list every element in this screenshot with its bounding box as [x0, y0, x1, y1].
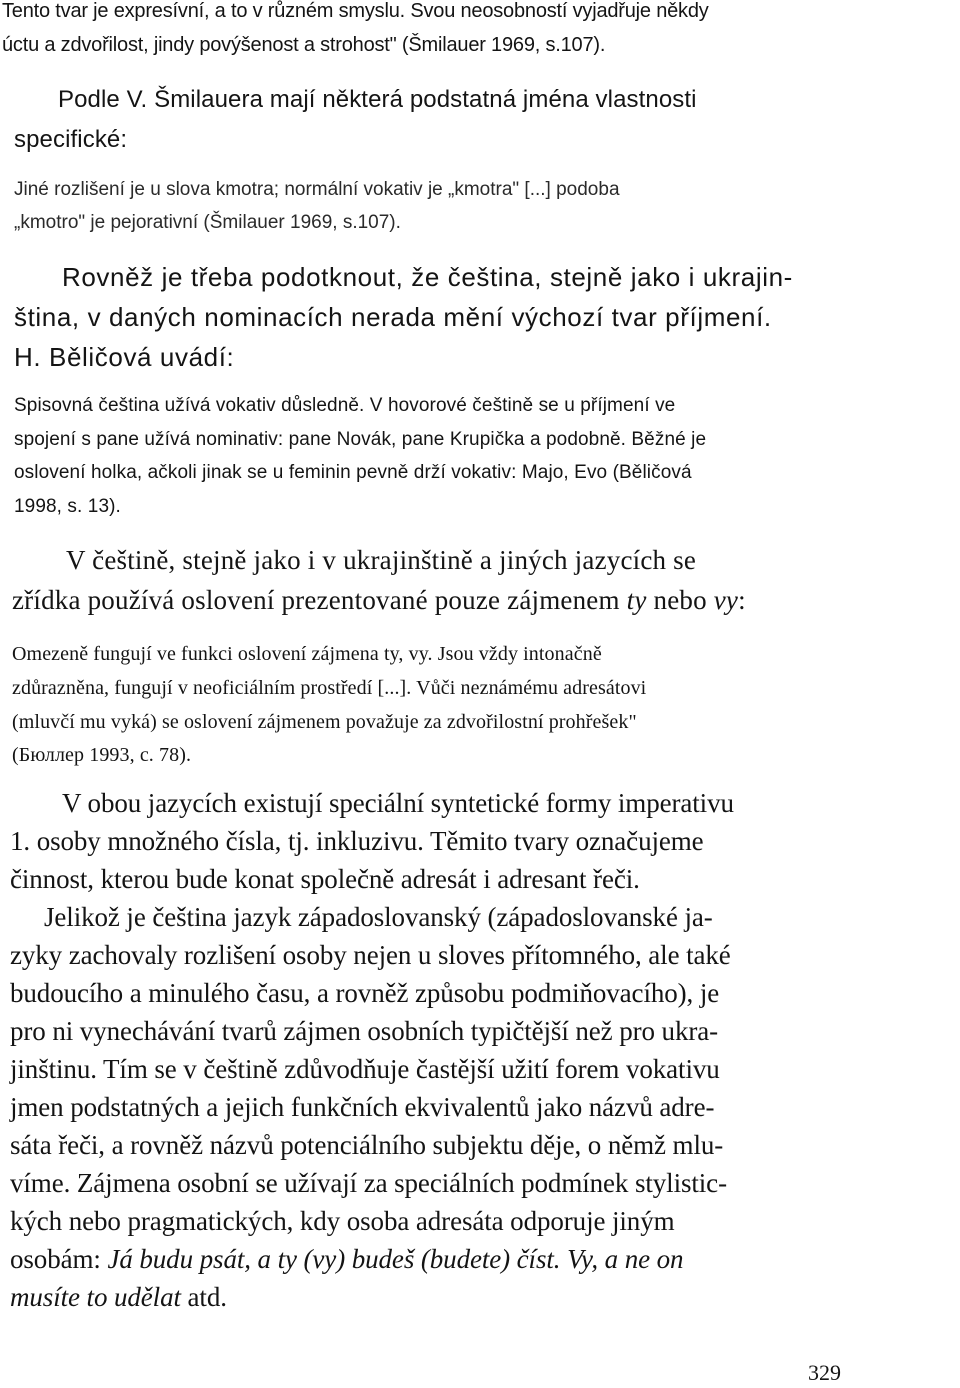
text-line: Jelikož je čeština jazyk západoslovanský (západoslovanské ja- — [44, 902, 713, 932]
text-line — [12, 585, 746, 616]
example-sentence: musíte to udělat — [10, 1282, 181, 1312]
example-sentence: Já budu psát, a ty (vy) budeš (budete) číst. Vy, a ne on — [107, 1244, 684, 1274]
quote-line: (Бюллер 1993, с. 78). — [12, 744, 192, 766]
text-line: ština, v daných nominacích nerada mění výchozí tvar příjmení. — [14, 302, 772, 332]
quote-line: Omezeně fungují ve funkci oslovení zájmena ty, vy. Jsou vždy intonačně — [12, 643, 602, 665]
pronoun-vy: vy — [713, 585, 739, 615]
page-number: 329 — [808, 1360, 841, 1385]
quote-line: Spisovná čeština užívá vokativ důsledně. V hovorové češtině se u příjmení ve — [14, 395, 676, 416]
text-run: nebo — [646, 585, 714, 615]
text-run: : — [738, 585, 746, 615]
text-line: 1. osoby množného čísla, tj. inkluzivu. Těmito tvary označujeme — [10, 826, 704, 856]
quote-line: zdůrazněna, fungují v neoficiálním prostředí [...]. Vůči neznámému adresátovi — [12, 677, 647, 699]
quote-line: 1998, s. 13). — [14, 496, 121, 517]
text-line: Tento tvar je expresívní, a to v různém smyslu. Svou neosobností vyjadřuje někdy — [2, 0, 709, 22]
text-run: atd. — [180, 1282, 227, 1312]
text-line: činnost, kterou bude konat společně adresát i adresant řeči. — [10, 864, 640, 894]
text-line: H. Běličová uvádí: — [14, 342, 235, 372]
text-line: Rovněž je třeba podotknout, že čeština, stejně jako i ukrajin- — [62, 262, 793, 292]
quote-line: (mluvčí mu vyká) se oslovení zájmenem považuje za zdvořilostní prohřešek" — [12, 711, 637, 733]
text-line: úctu a zdvořilost, jindy povýšenost a strohost" (Šmilauer 1969, s.107). — [2, 34, 606, 56]
text-line: jmen podstatných a jejich funkčních ekvivalentů jako názvů adre- — [10, 1092, 715, 1122]
text-line: jinštinu. Tím se v češtině zdůvodňuje častější užití forem vokativu — [10, 1054, 720, 1084]
text-line: kých nebo pragmatických, kdy osoba adresáta odporuje jiným — [10, 1206, 675, 1236]
pronoun-ty: ty — [626, 585, 647, 615]
text-line — [10, 1282, 227, 1313]
text-line: specifické: — [14, 126, 128, 153]
text-line: V obou jazycích existují speciální syntetické formy imperativu — [62, 788, 734, 818]
quote-line: „kmotro" je pejorativní (Šmilauer 1969, s.107). — [14, 212, 401, 233]
quote-line: oslovení holka, ačkoli jinak se u feminin pevně drží vokativ: Majo, Evo (Běličová — [14, 462, 692, 483]
text-line: sáta řeči, a rovněž názvů potenciálního subjektu děje, o němž mlu- — [10, 1130, 724, 1160]
text-run: osobám: — [10, 1244, 108, 1274]
text-line: zyky zachovaly rozlišení osoby nejen u sloves přítomného, ale také — [10, 940, 731, 970]
text-line: Podle V. Šmilauera mají některá podstatná jména vlastnosti — [58, 86, 697, 113]
text-line: víme. Zájmena osobní se užívají za speciálních podmínek stylistic- — [10, 1168, 727, 1198]
text-line: V češtině, stejně jako i v ukrajinštině a jiných jazycích se — [66, 545, 697, 575]
text-line: budoucího a minulého času, a rovněž způsobu podmiňovacího), je — [10, 978, 720, 1008]
text-line: pro ni vynechávání tvarů zájmen osobních typičtější než pro ukra- — [10, 1016, 719, 1046]
text-run: zřídka používá oslovení prezentované pouze zájmenem — [12, 585, 627, 615]
quote-line: Jiné rozlišení je u slova kmotra; normální vokativ je „kmotra" [...] podoba — [14, 179, 620, 200]
text-line — [10, 1244, 683, 1275]
quote-line: spojení s pane užívá nominativ: pane Novák, pane Krupička a podobně. Běžné je — [14, 429, 707, 450]
